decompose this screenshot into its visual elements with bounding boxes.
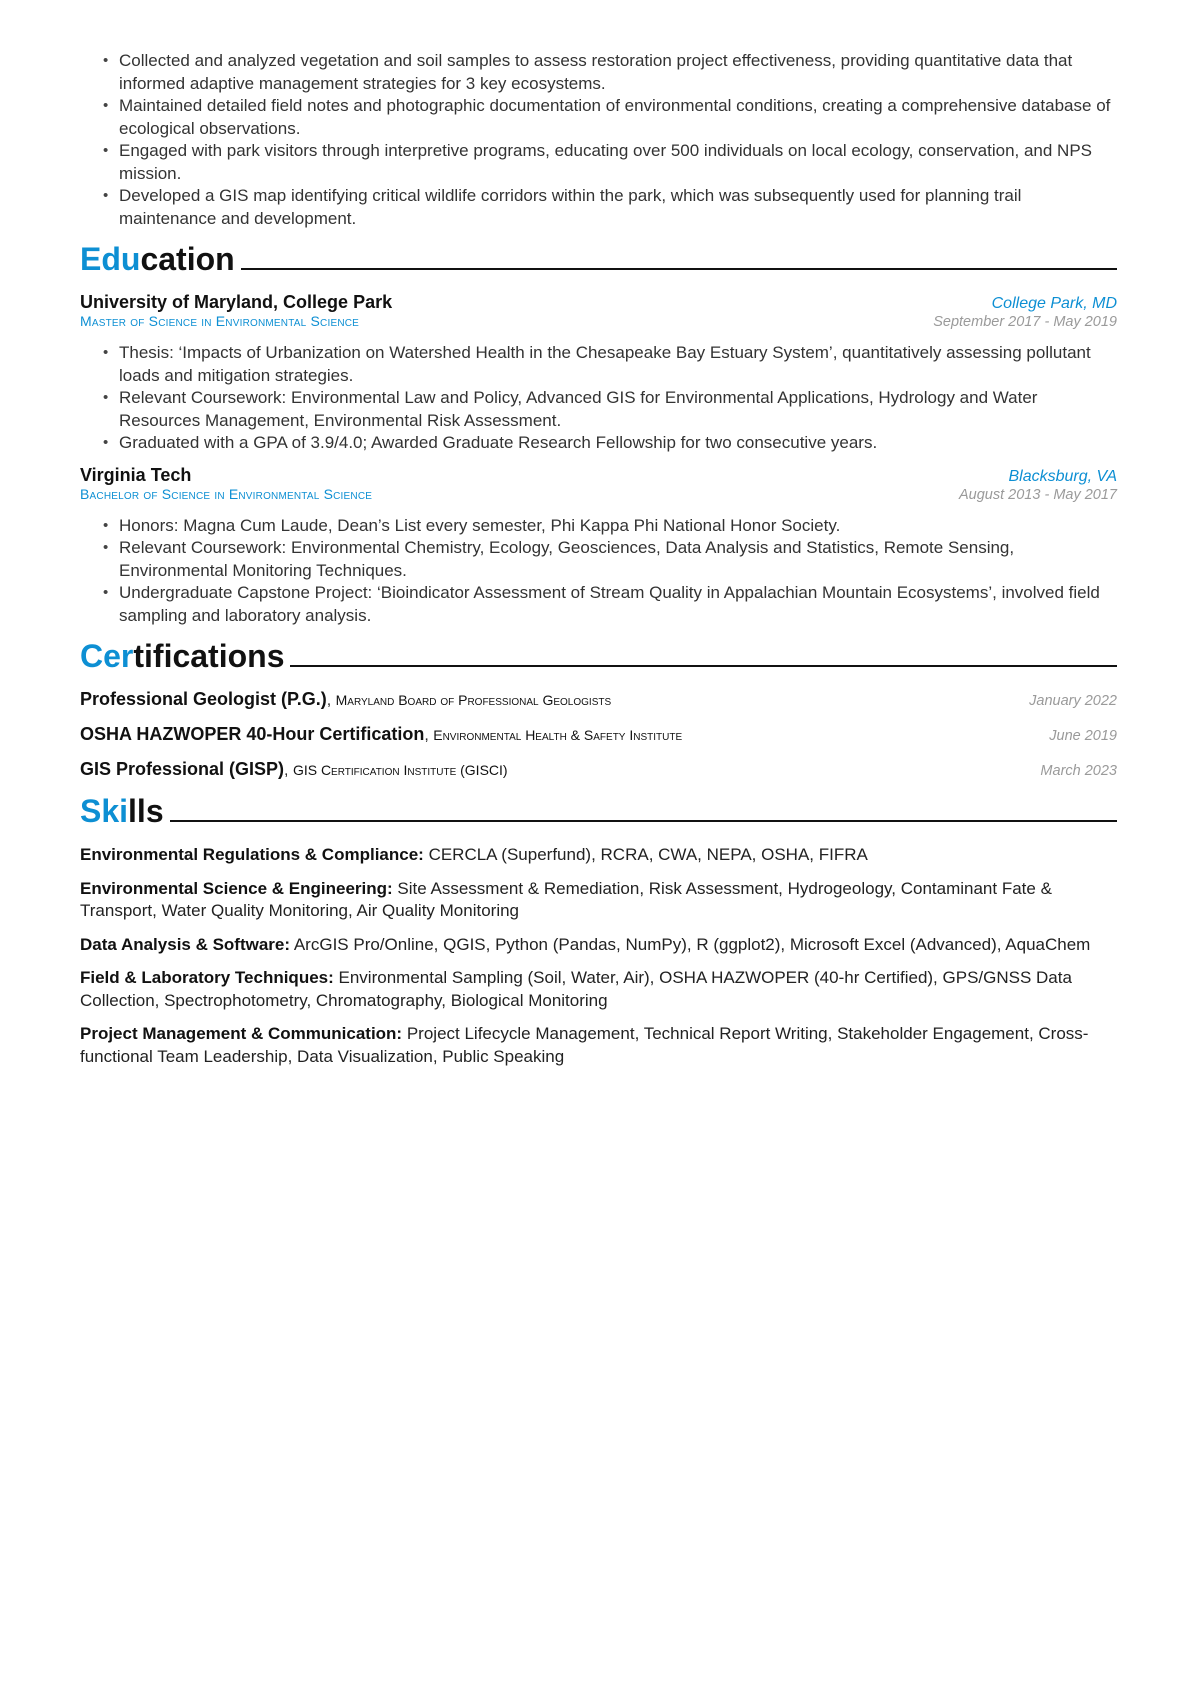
certification-date: June 2019 [1049,728,1117,744]
skills-heading [80,794,164,828]
skills-heading-rest: lls [128,793,164,829]
certification-item: OSHA HAZWOPER 40-Hour Certification, Environmental Health & Safety Institute June 2019 [80,724,1117,744]
skill-list: Environmental Sampling (Soil, Water, Air), OSHA HAZWOPER (40-hr Certified), GPS/GNSS Data Collection, Spectrophotometry, Chromatography, Biological Monitoring [80,968,1072,1010]
section-rule [170,820,1117,822]
education-heading-accent: Edu [80,241,141,277]
skill-list: ArcGIS Pro/Online, QGIS, Python (Pandas, NumPy), R (ggplot2), Microsoft Excel (Advanced), AquaChem [293,934,1091,954]
experience-bullet: • Maintained detailed field notes and photographic documentation of environmental conditions, creating a comprehensive database of ecological observations. [80,95,1117,140]
skill-category: Environmental Science & Engineering: [80,878,393,898]
certifications-heading-rest: tifications [133,638,285,674]
education-bullets [80,515,1117,628]
education-section-header [80,242,1117,276]
certification-item: GIS Professional (GISP), GIS Certification Institute (GISCI) March 2023 [80,759,1117,779]
education-bullet: • Undergraduate Capstone Project: ‘Bioindicator Assessment of Stream Quality in Appalachian Mountain Ecosystems’, involved field sampling and laboratory analysis. [80,582,1117,627]
skill-category: Data Analysis & Software: [80,934,291,954]
certifications-section-header [80,639,1117,673]
institution-name: Virginia Tech [80,464,192,485]
section-rule [290,665,1117,667]
skill-category: Environmental Regulations & Compliance: [80,845,424,864]
education-bullet: • Relevant Coursework: Environmental Law and Policy, Advanced GIS for Environmental Applications, Hydrology and Water Resources Management, Environmental Risk Assessment. [80,387,1117,432]
degree-title: Master of Science in Environmental Science [80,313,360,329]
education-bullets [80,342,1117,455]
institution-name: University of Maryland, College Park [80,292,393,312]
education-dates: August 2013 - May 2017 [959,486,1117,503]
certification-name: GIS Professional (GISP) [80,759,285,779]
skill-list: CERCLA (Superfund), RCRA, CWA, NEPA, OSHA, FIFRA [428,845,868,864]
skill-list: Site Assessment & Remediation, Risk Assessment, Hydrogeology, Contaminant Fate & Transport, Water Quality Monitoring, Air Quality Monitoring [80,878,1052,920]
experience-bullet: • Engaged with park visitors through interpretive programs, educating over 500 individuals on local ecology, conservation, and NPS mission. [80,140,1117,185]
education-bullet: • Graduated with a GPA of 3.9/4.0; Awarded Graduate Research Fellowship for two consecutive years. [80,432,1117,455]
skill-line [80,967,1117,1012]
skill-category: Project Management & Communication: [80,1024,403,1043]
experience-bullet: • Collected and analyzed vegetation and soil samples to assess restoration project effectiveness, providing quantitative data that informed adaptive management strategies for 3 key ecosystems. [80,50,1117,95]
certifications-heading-accent: Cer [80,638,134,674]
degree-title: Bachelor of Science in Environmental Science [80,485,373,502]
education-bullet: • Thesis: ‘Impacts of Urbanization on Watershed Health in the Chesapeake Bay Estuary System’, quantitatively assessing pollutant loads and mitigation strategies. [80,342,1117,387]
certification-name: Professional Geologist (P.G.) [80,689,327,709]
skills-section-header [80,794,1117,828]
certification-date: March 2023 [1040,763,1117,779]
skill-line [80,844,1117,867]
experience-bullet: • Developed a GIS map identifying critical wildlife corridors within the park, which was subsequently used for planning trail maintenance and development. [80,185,1117,230]
education-heading [80,242,235,276]
certification-item: Professional Geologist (P.G.), Maryland Board of Professional Geologists January 2022 [80,689,1117,709]
education-heading-rest: cation [140,241,235,277]
education-bullet: • Relevant Coursework: Environmental Chemistry, Ecology, Geosciences, Data Analysis and Statistics, Remote Sensing, Environmental Monitoring Techniques. [80,537,1117,582]
experience-bullets [80,50,1117,230]
education-entry [80,465,1117,628]
certification-name: OSHA HAZWOPER 40-Hour Certification [80,724,425,744]
certification-date: January 2022 [1029,693,1117,709]
certification-issuer: Maryland Board of Professional Geologists [335,692,612,708]
certification-issuer: GIS Certification Institute (GISCI) [292,762,508,778]
certification-issuer: Environmental Health & Safety Institute [433,727,683,743]
education-entry [80,292,1117,455]
skill-category: Field & Laboratory Techniques: [80,968,334,987]
institution-location: Blacksburg, VA [1008,467,1117,485]
certifications-heading [80,639,284,673]
skill-line [80,878,1117,923]
skill-list: Project Lifecycle Management, Technical Report Writing, Stakeholder Engagement, Cross-functional Team Leadership, Data Visualization, Public Speaking [80,1024,1089,1066]
education-dates: September 2017 - May 2019 [933,314,1117,330]
skills-heading-accent: Ski [80,793,129,829]
section-rule [241,268,1117,270]
institution-location: College Park, MD [991,295,1117,312]
skill-line [80,1023,1117,1068]
education-bullet: • Honors: Magna Cum Laude, Dean’s List every semester, Phi Kappa Phi National Honor Society. [80,515,1117,538]
skill-line [80,934,1117,957]
